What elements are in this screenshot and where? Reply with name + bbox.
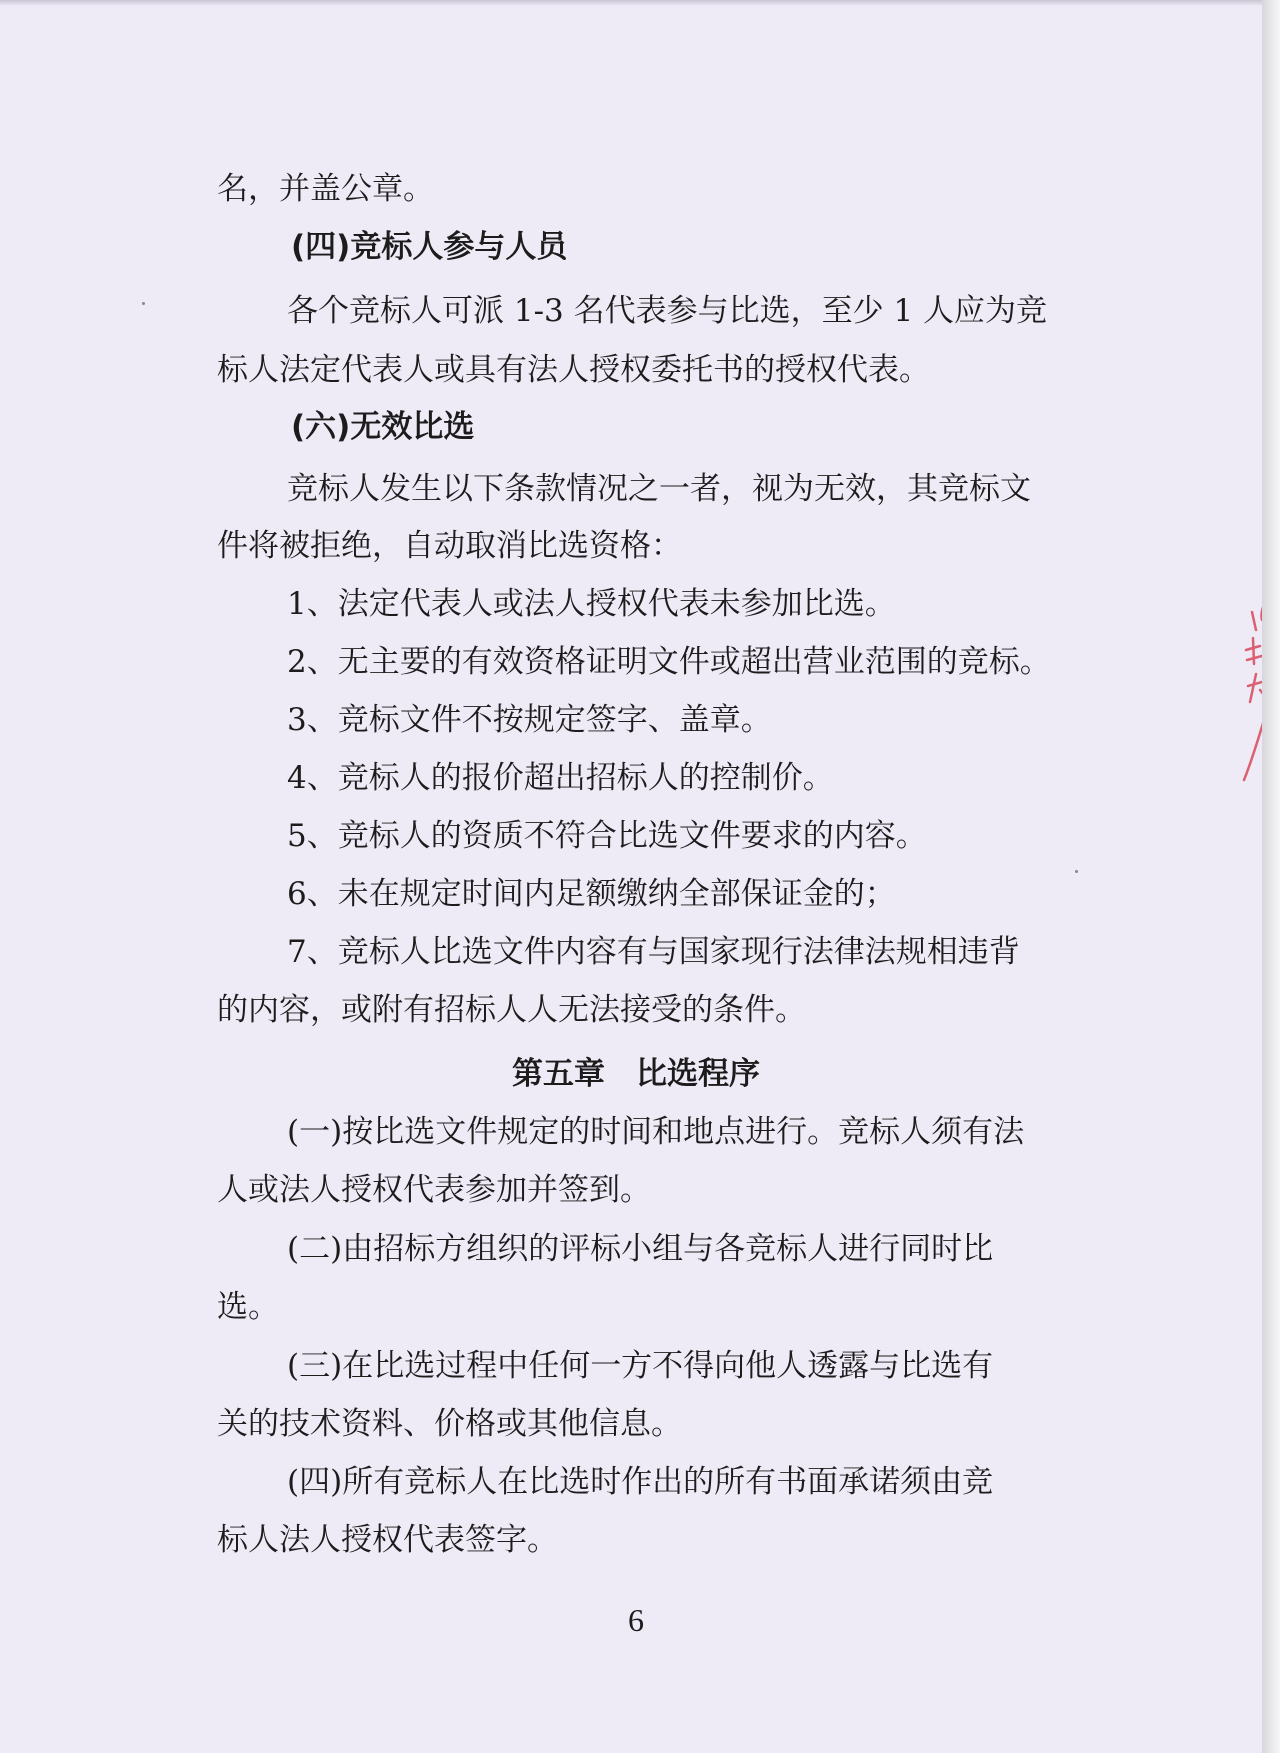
list-item: 4、竞标人的报价超出招标人的控制价。 — [287, 760, 834, 796]
list-item: 6、未在规定时间内足额缴纳全部保证金的； — [287, 876, 896, 912]
page-number: 6 — [628, 1602, 644, 1638]
scan-speck — [142, 302, 145, 305]
red-seal-fragment — [1238, 590, 1263, 800]
text-line: (四)所有竞标人在比选时作出的所有书面承诺须由竞 — [287, 1464, 994, 1500]
text-line: 竞标人发生以下条款情况之一者，视为无效，其竞标文 — [287, 471, 1031, 507]
text-line: 的内容，或附有招标人人无法接受的条件。 — [217, 992, 806, 1028]
list-item: 1、法定代表人或法人授权代表未参加比选。 — [287, 586, 896, 622]
section-heading-participants: (四)竞标人参与人员 — [291, 229, 568, 265]
list-item: 2、无主要的有效资格证明文件或超出营业范围的竞标。 — [287, 644, 1051, 680]
text-line: 关的技术资料、价格或其他信息。 — [217, 1406, 682, 1442]
list-item: 7、竞标人比选文件内容有与国家现行法律法规相违背 — [287, 934, 1020, 970]
section-heading-invalid-bid: (六)无效比选 — [291, 409, 475, 445]
scan-speck — [1075, 870, 1078, 873]
scan-right-edge — [1262, 0, 1280, 1753]
text-line: 件将被拒绝，自动取消比选资格： — [217, 528, 682, 564]
text-line: 各个竞标人可派 1-3 名代表参与比选，至少 1 人应为竞 — [287, 293, 1048, 329]
text-line: 标人法定代表人或具有法人授权委托书的授权代表。 — [217, 352, 930, 388]
scan-top-edge — [0, 0, 1262, 6]
text-line: 名，并盖公章。 — [217, 171, 434, 207]
text-line: 人或法人授权代表参加并签到。 — [217, 1172, 651, 1208]
list-item: 3、竞标文件不按规定签字、盖章。 — [287, 702, 772, 738]
chapter-title: 第五章 比选程序 — [512, 1056, 760, 1092]
text-line: (三)在比选过程中任何一方不得向他人透露与比选有 — [287, 1348, 994, 1384]
list-item: 5、竞标人的资质不符合比选文件要求的内容。 — [287, 818, 927, 854]
text-line: (二)由招标方组织的评标小组与各竞标人进行同时比 — [287, 1231, 994, 1267]
text-line: 选。 — [217, 1289, 279, 1325]
text-line: (一)按比选文件规定的时间和地点进行。竞标人须有法 — [287, 1114, 1025, 1150]
text-line: 标人法人授权代表签字。 — [217, 1522, 558, 1558]
